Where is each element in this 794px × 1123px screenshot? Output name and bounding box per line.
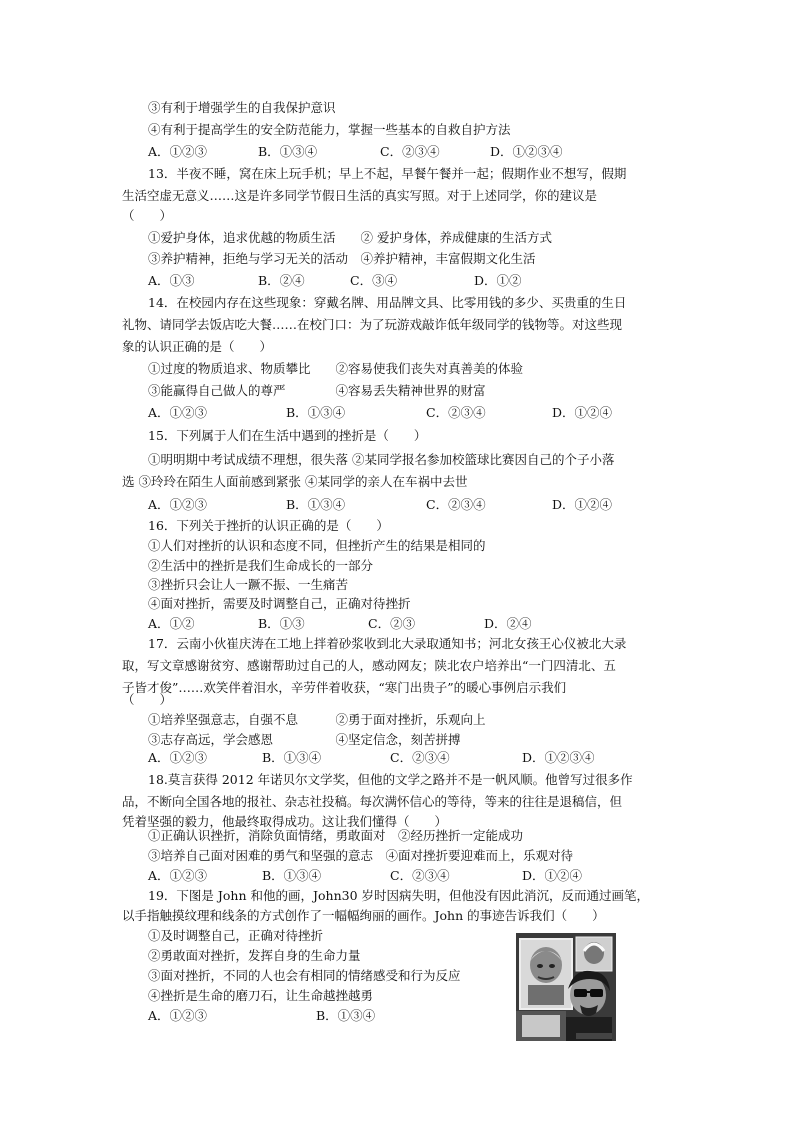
q13-option-b: B．②④ [258, 273, 305, 288]
q12-option-c: C．②③④ [380, 144, 440, 159]
q12-option-d: D．①②③④ [490, 144, 563, 159]
q16-option-d: D．②④ [484, 616, 532, 631]
q18-item-3-4: ③培养自己面对困难的勇气和坚强的意志 ④面对挫折要迎难而上，乐观对待 [148, 848, 574, 863]
painting-photo [516, 933, 616, 1041]
q12-item-4: ④有利于提高学生的安全防范能力，掌握一些基本的自救自护方法 [148, 122, 511, 137]
q15-items-line-1: ①明明期中考试成绩不理想，很失落 ②某同学报名参加校篮球比赛因自己的个子小落 [148, 452, 615, 467]
q13-stem-2: 生活空虚无意义……这是许多同学节假日生活的真实写照。对于上述同学，你的建议是 [122, 188, 598, 203]
q15-items-line-2: 选 ③玲玲在陌生人面前感到紧张 ④某同学的亲人在车祸中去世 [122, 474, 468, 489]
q13-stem-3: （ ） [122, 208, 173, 223]
q12-option-b: B．①③④ [258, 144, 318, 159]
q19-option-b: B．①③④ [316, 1008, 376, 1023]
q14-option-c: C．②③④ [426, 405, 486, 420]
q17-item-1-2: ①培养坚强意志，自强不息 ②勇于面对挫折，乐观向上 [148, 712, 486, 727]
q17-option-d: D．①②③④ [522, 750, 595, 765]
q13-item-1-2: ①爱护身体，追求优越的物质生活 ② 爱护身体，养成健康的生活方式 [148, 230, 552, 245]
q17-option-a: A．①②③ [148, 750, 208, 765]
q18-option-a: A．①②③ [148, 868, 208, 883]
q17-option-b: B．①③④ [262, 750, 322, 765]
q14-item-3-4: ③能赢得自己做人的尊严 ④容易丢失精神世界的财富 [148, 383, 486, 398]
q15-option-b: B．①③④ [286, 497, 346, 512]
q17-stem-1: 17．云南小伙崔庆涛在工地上拌着砂浆收到北大录取通知书；河北女孩王心仪被北大录 [148, 636, 627, 651]
q13-item-3-4: ③养护精神，拒绝与学习无关的活动 ④养护精神，丰富假期文化生活 [148, 251, 536, 266]
q13-option-a: A．①③ [148, 273, 195, 288]
q18-item-1-2: ①正确认识挫折，消除负面情绪，勇敢面对 ②经历挫折一定能成功 [148, 828, 524, 843]
q12-option-a: A．①②③ [148, 144, 208, 159]
q13-option-d: D．①② [474, 273, 522, 288]
q16-stem: 16．下列关于挫折的认识正确的是（ ） [148, 518, 389, 533]
q16-item-2: ②生活中的挫折是我们生命成长的一部分 [148, 558, 374, 573]
q16-option-a: A．①② [148, 616, 195, 631]
q19-item-2: ②勇敢面对挫折，发挥自身的生命力量 [148, 948, 361, 963]
q14-stem-2: 礼物、请同学去饭店吃大餐……在校门口：为了玩游戏敲诈低年级同学的钱物等。对这些现 [122, 317, 623, 332]
q18-option-d: D．①②④ [522, 868, 583, 883]
q16-option-c: C．②③ [368, 616, 416, 631]
q17-stem-4: （ ） [122, 692, 173, 707]
q17-stem-2: 取，写文章感谢贫穷、感谢帮助过自己的人，感动网友；陕北农户培养出“一门四清北、五 [122, 658, 616, 673]
q16-item-1: ①人们对挫折的认识和态度不同，但挫折产生的结果是相同的 [148, 538, 486, 553]
q14-option-d: D．①②④ [552, 405, 613, 420]
q16-option-b: B．①③ [258, 616, 305, 631]
q18-option-c: C．②③④ [390, 868, 450, 883]
q19-stem-1: 19．下图是 John 和他的画，John30 岁时因病失明，但他没有因此消沉，反而通过画笔， [148, 888, 650, 903]
q17-stem-3: 子皆才俊”……欢笑伴着泪水，辛劳伴着收获，“寒门出贵子”的暖心事例启示我们 [122, 680, 567, 695]
q19-item-1: ①及时调整自己，正确对待挫折 [148, 928, 324, 943]
q19-item-3: ③面对挫折，不同的人也会有相同的情绪感受和行为反应 [148, 968, 461, 983]
q18-stem-2: 品，不断向全国各地的报社、杂志社投稿。每次满怀信心的等待，等来的往往是退稿信，但 [122, 794, 623, 809]
q19-item-4: ④挫折是生命的磨刀石，让生命越挫越勇 [148, 988, 374, 1003]
q14-option-b: B．①③④ [286, 405, 346, 420]
photo-graphic [516, 933, 616, 1041]
q15-option-d: D．①②④ [552, 497, 613, 512]
q16-item-3: ③挫折只会让人一蹶不振、一生痛苦 [148, 577, 349, 592]
q18-stem-3: 凭着坚强的毅力，他最终取得成功。这让我们懂得（ ） [122, 814, 448, 829]
q14-option-a: A．①②③ [148, 405, 208, 420]
q18-stem-1: 18.莫言获得 2012 年诺贝尔文学奖，但他的文学之路并不是一帆风顺。他曾写过很多作 [148, 772, 633, 787]
q19-option-a: A．①②③ [148, 1008, 208, 1023]
q13-option-c: C．③④ [350, 273, 398, 288]
q13-stem-1: 13．半夜不睡，窝在床上玩手机；早上不起，早餐午餐并一起；假期作业不想写，假期 [148, 166, 627, 181]
q16-item-4: ④面对挫折，需要及时调整自己，正确对待挫折 [148, 596, 411, 611]
q19-stem-2: 以手指触摸纹理和线条的方式创作了一幅幅绚丽的画作。John 的事迹告诉我们（ ） [122, 908, 605, 923]
q15-option-a: A．①②③ [148, 497, 208, 512]
q14-item-1-2: ①过度的物质追求、物质攀比 ②容易使我们丧失对真善美的体验 [148, 361, 524, 376]
q15-stem: 15．下列属于人们在生活中遇到的挫折是（ ） [148, 428, 427, 443]
q14-stem-1: 14．在校园内存在这些现象：穿戴名牌、用品牌文具、比零用钱的多少、买贵重的生日 [148, 295, 627, 310]
q17-option-c: C．②③④ [390, 750, 450, 765]
q14-stem-3: 象的认识正确的是（ ） [122, 339, 273, 354]
q17-item-3-4: ③志存高远，学会感恩 ④坚定信念，刻苦拼搏 [148, 732, 461, 747]
q12-item-3: ③有利于增强学生的自我保护意识 [148, 100, 336, 115]
q18-option-b: B．①③④ [262, 868, 322, 883]
q15-option-c: C．②③④ [426, 497, 486, 512]
